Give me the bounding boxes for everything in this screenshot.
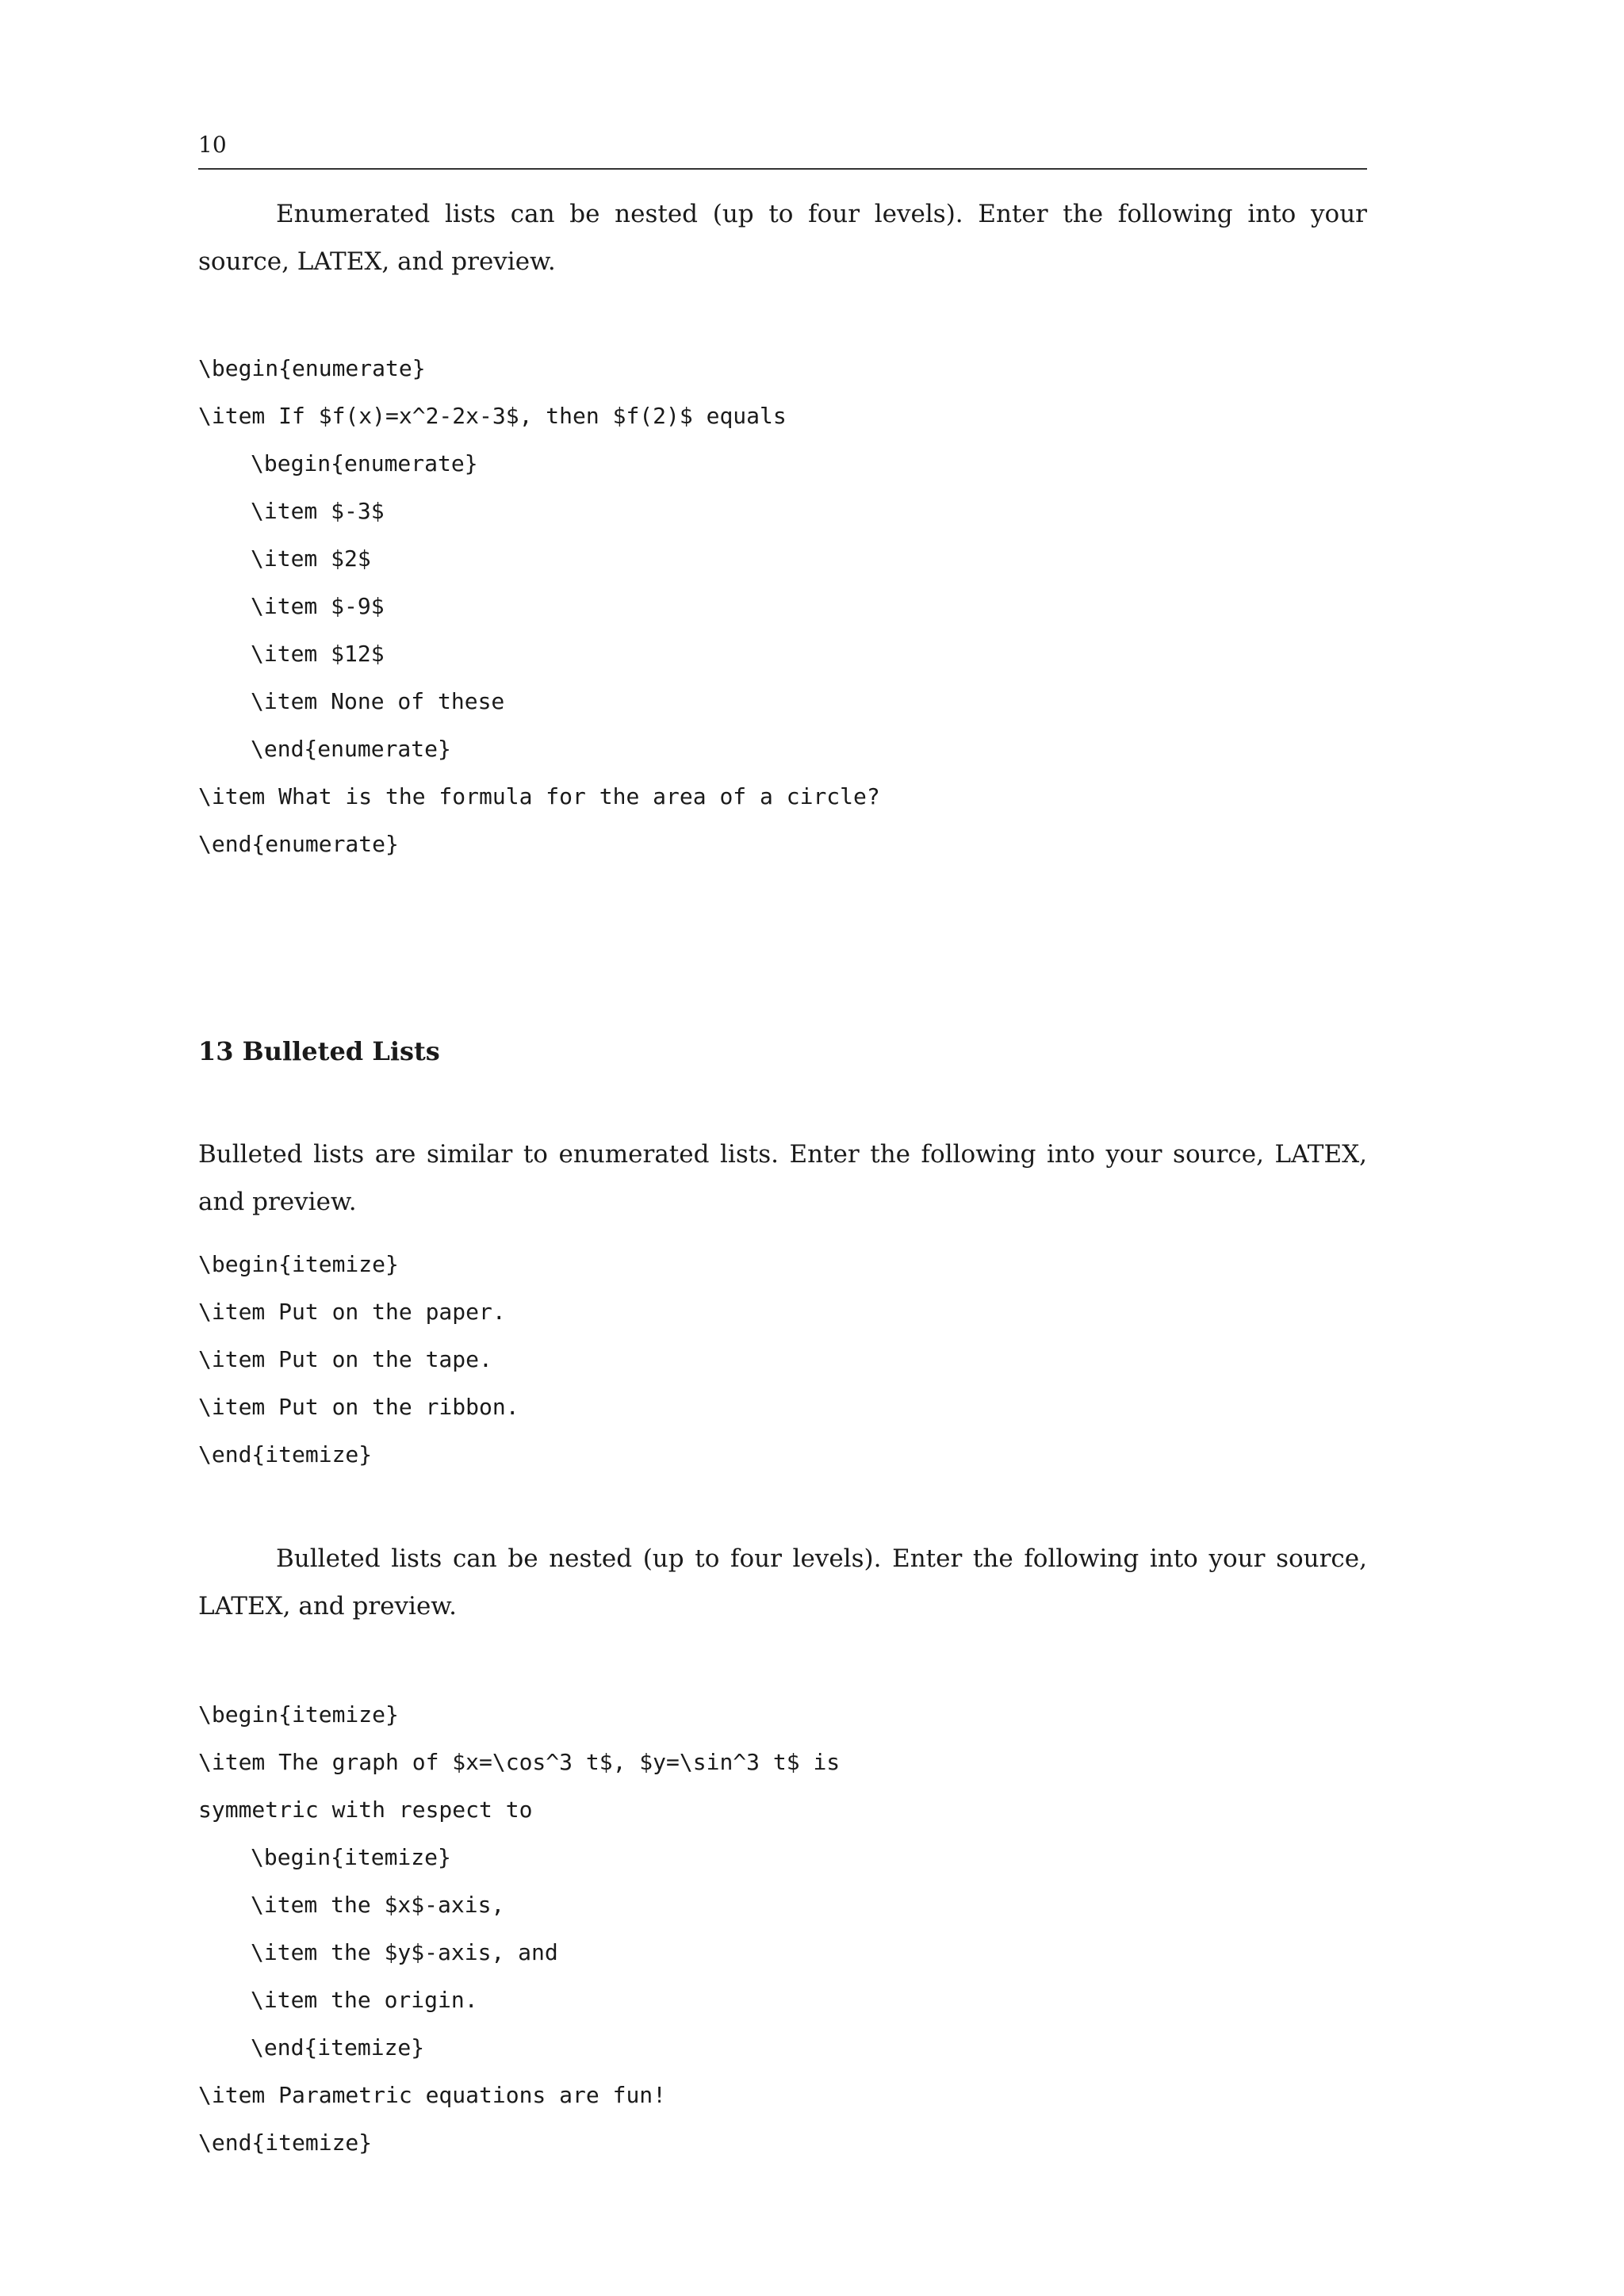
code-line: \item $-3$ bbox=[251, 498, 385, 524]
header-rule bbox=[198, 168, 1367, 170]
code-line: \item The graph of $x=\cos^3 t$, $y=\sin^3 t$ is bbox=[198, 1749, 841, 1775]
nested-intro-paragraph-text: Bulleted lists can be nested (up to four levels). Enter the following into your source, LATEX, and preview. bbox=[198, 1544, 1367, 1621]
code-line: \item What is the formula for the area of a circle? bbox=[198, 783, 880, 809]
code-line: \end{itemize} bbox=[251, 2034, 425, 2061]
code-line: \end{itemize} bbox=[198, 2130, 373, 2156]
code-line: \item Put on the tape. bbox=[198, 1346, 492, 1372]
code-line: \begin{enumerate} bbox=[251, 450, 478, 476]
code-line: \end{enumerate} bbox=[251, 736, 451, 762]
code-line: \item If $f(x)=x^2-2x-3$, then $f(2)$ equals bbox=[198, 403, 787, 429]
code-line: \end{itemize} bbox=[198, 1441, 373, 1468]
code-line: \item the $y$-axis, and bbox=[251, 1939, 558, 1965]
bulleted-intro-paragraph: Bulleted lists are similar to enumerated lists. Enter the following into your source, LATEX, and preview. bbox=[198, 1140, 1367, 1216]
intro-paragraph bbox=[198, 190, 1367, 285]
code-line: \item Put on the paper. bbox=[198, 1299, 506, 1325]
code-line: \end{enumerate} bbox=[198, 831, 399, 857]
code-line: \begin{enumerate} bbox=[198, 355, 426, 381]
intro-paragraph-text: Enumerated lists can be nested (up to four levels). Enter the following into your source, LATEX, and preview. bbox=[198, 200, 1367, 276]
code-line: \begin{itemize} bbox=[251, 1844, 451, 1870]
code-line: \item the origin. bbox=[251, 1987, 478, 2013]
section-heading: 13 Bulleted Lists bbox=[198, 1036, 440, 1066]
code-line: \item Put on the ribbon. bbox=[198, 1394, 519, 1420]
code-line: \item $-9$ bbox=[251, 593, 385, 619]
code-line: \item the $x$-axis, bbox=[251, 1892, 505, 1918]
code-line: \item None of these bbox=[251, 688, 505, 714]
code-line: \begin{itemize} bbox=[198, 1251, 399, 1277]
code-line: \item $2$ bbox=[251, 545, 371, 572]
code-line: \begin{itemize} bbox=[198, 1701, 399, 1728]
code-line: symmetric with respect to bbox=[198, 1797, 533, 1823]
code-line: \item Parametric equations are fun! bbox=[198, 2082, 667, 2108]
code-line: \item $12$ bbox=[251, 641, 385, 667]
page-number: 10 bbox=[198, 132, 227, 158]
nested-intro-paragraph bbox=[198, 1535, 1367, 1630]
